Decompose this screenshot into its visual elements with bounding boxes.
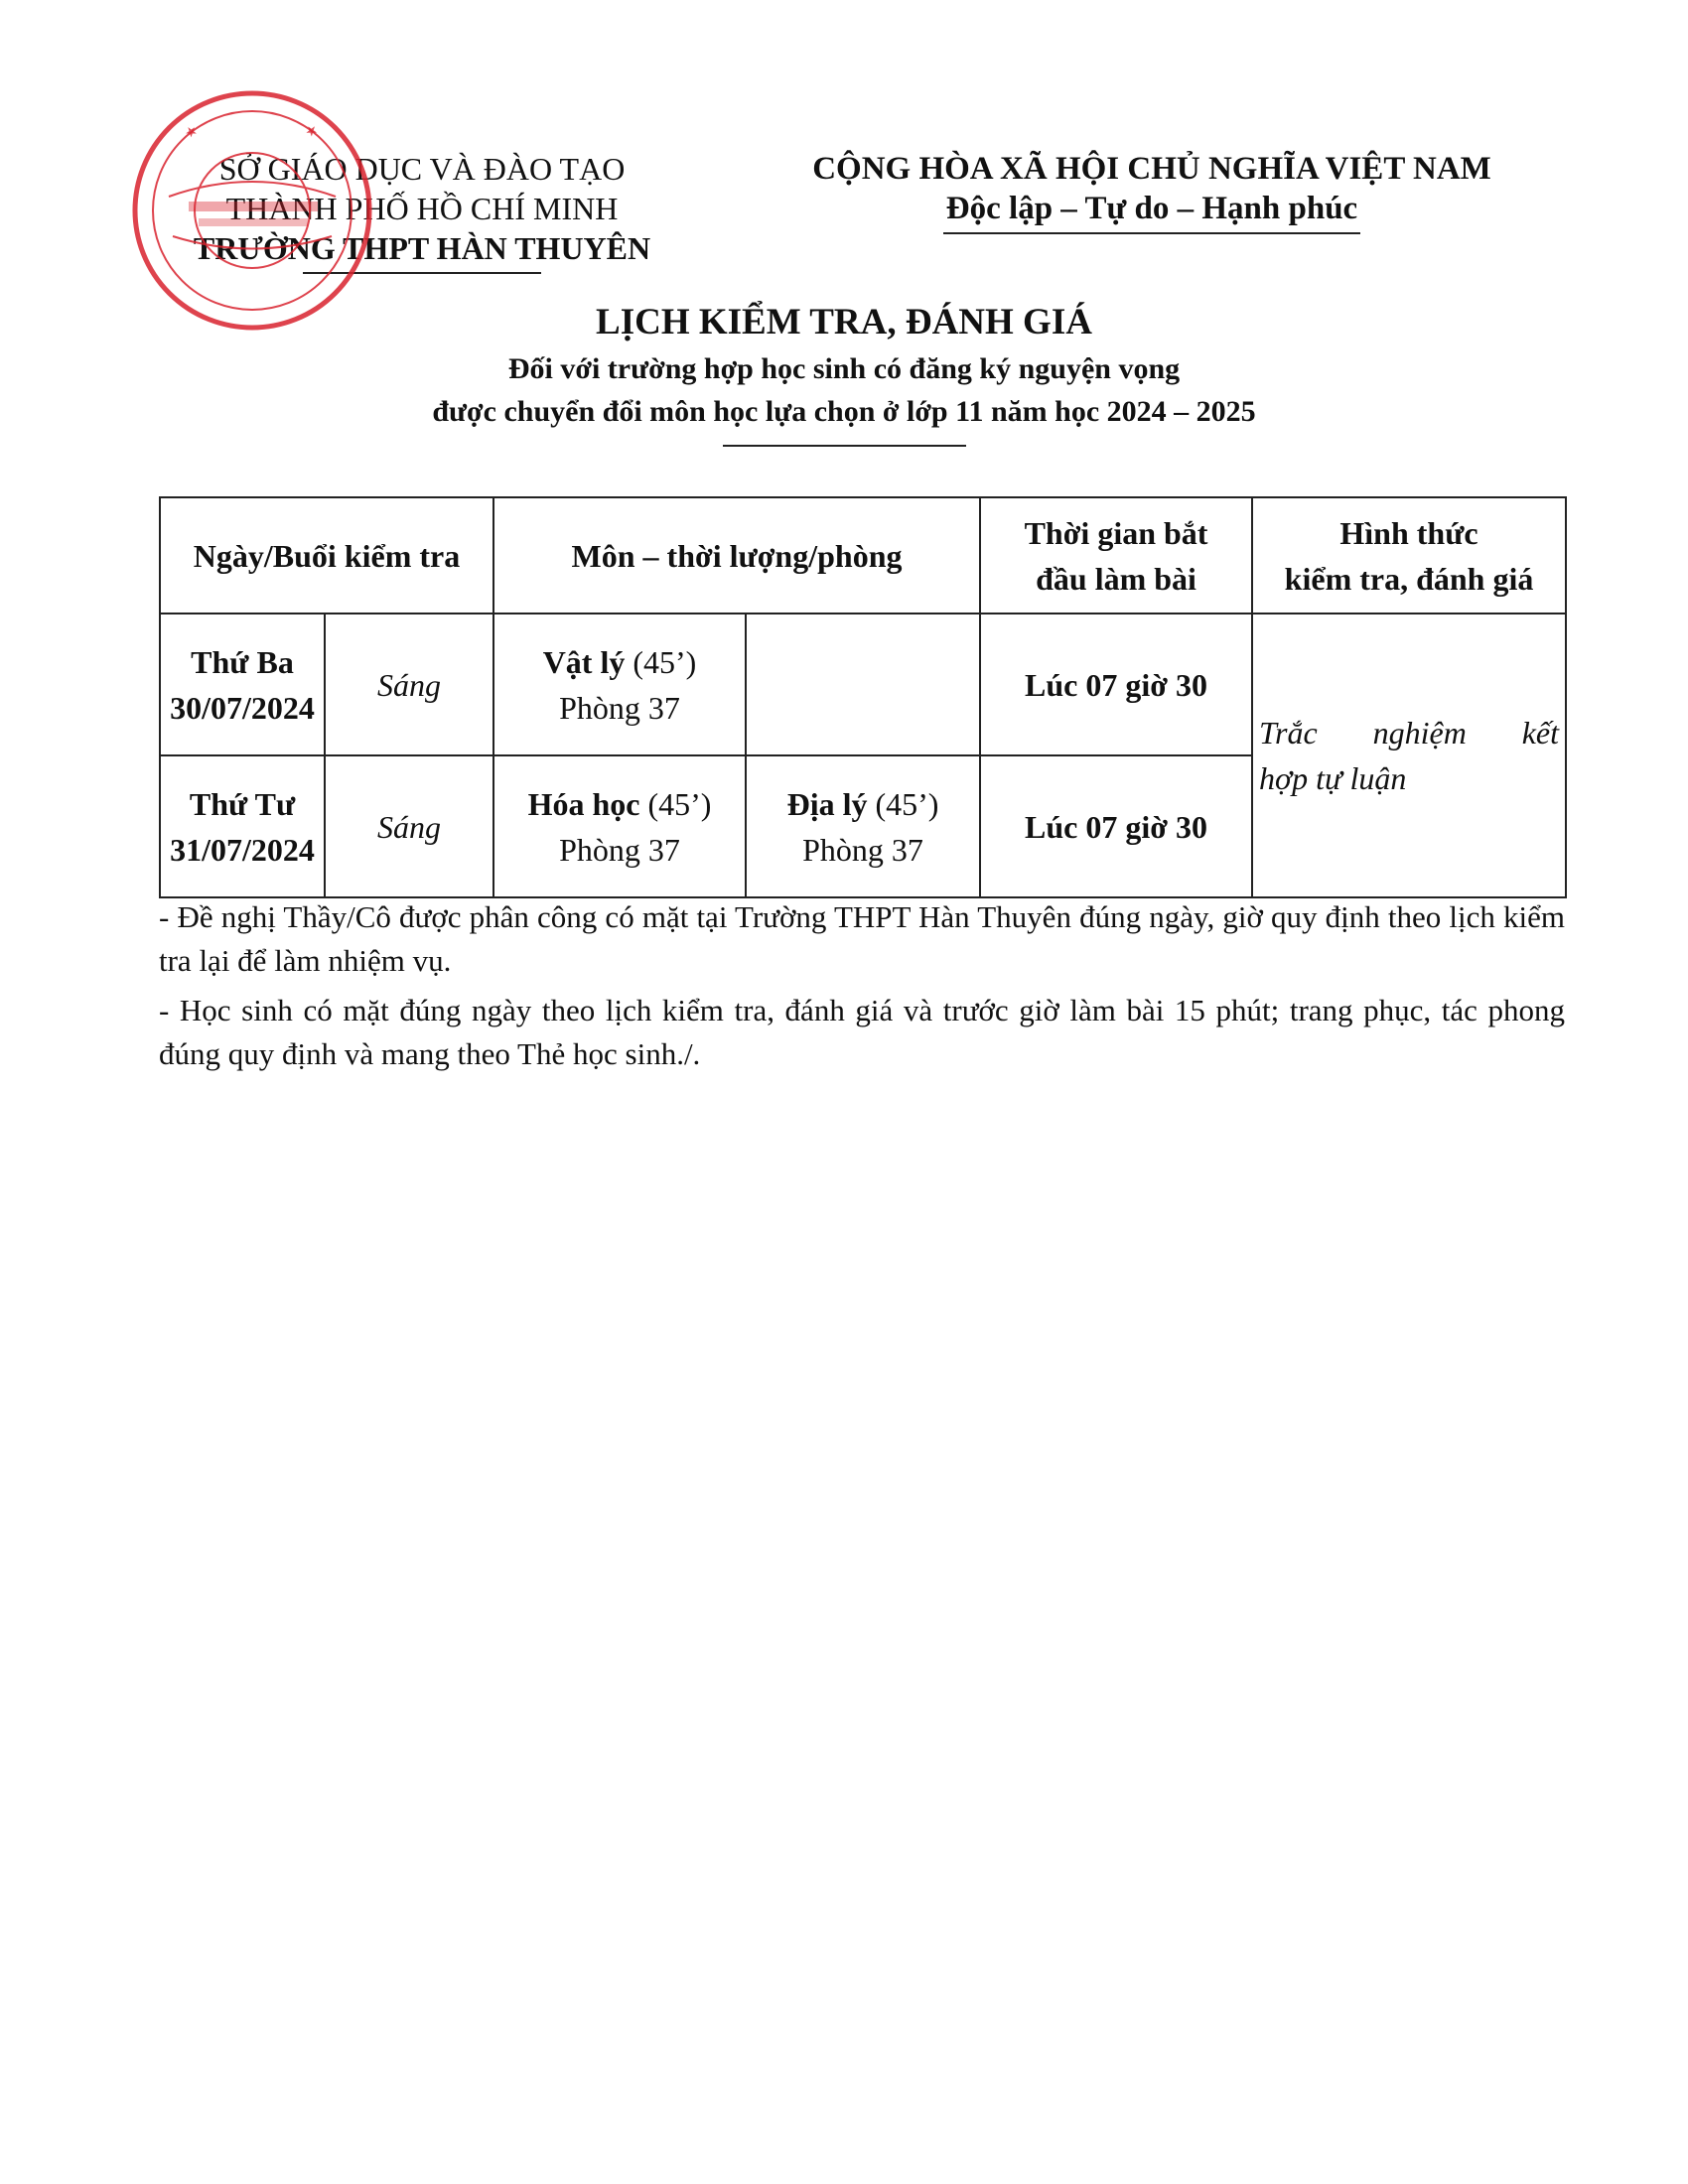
document-title-block bbox=[159, 298, 1529, 447]
row2-subject2-room: Phòng 37 bbox=[802, 831, 923, 868]
header-form-line-1: Hình thức bbox=[1339, 514, 1478, 551]
header-start-line-2: đầu làm bài bbox=[1036, 560, 1196, 597]
row2-subject1-cell bbox=[493, 755, 746, 897]
row1-subject1-room: Phòng 37 bbox=[559, 689, 680, 726]
header-form-line-2: kiểm tra, đánh giá bbox=[1284, 560, 1534, 597]
header-exam-form bbox=[1252, 497, 1566, 614]
row2-subject1-room: Phòng 37 bbox=[559, 831, 680, 868]
motto-underline bbox=[943, 232, 1360, 234]
subtitle-line-1: Đối với trường hợp học sinh có đăng ký nguyện vọng bbox=[507, 352, 1181, 385]
note-students: - Học sinh có mặt đúng ngày theo lịch kiểm tra, đánh giá và trước giờ làm bài 15 phút; trang phục, tác phong đúng quy định và mang theo Thẻ học sinh./. bbox=[159, 993, 1565, 1071]
country-name: CỘNG HÒA XÃ HỘI CHỦ NGHĨA VIỆT NAM bbox=[812, 151, 1491, 187]
row1-subject1-cell bbox=[493, 614, 746, 755]
motto: Độc lập – Tự do – Hạnh phúc bbox=[945, 191, 1358, 226]
school-name: TRƯỜNG THPT HÀN THUYÊN bbox=[193, 230, 651, 266]
agency-line-1: SỞ GIÁO DỤC VÀ ĐÀO TẠO bbox=[218, 151, 626, 187]
header-start-time bbox=[980, 497, 1252, 614]
row2-date: 31/07/2024 bbox=[170, 831, 315, 868]
exam-form-line-1: Trắc nghiệm kết bbox=[1259, 715, 1560, 751]
row2-start-time: Lúc 07 giờ 30 bbox=[980, 755, 1252, 897]
agency-line-2: THÀNH PHỐ HỒ CHÍ MINH bbox=[225, 191, 619, 226]
row1-date: 30/07/2024 bbox=[170, 689, 315, 726]
note-teachers: - Đề nghị Thầy/Cô được phân công có mặt tại Trường THPT Hàn Thuyên đúng ngày, giờ quy định theo lịch kiểm tra lại để làm nhiệm vụ. bbox=[159, 899, 1565, 978]
header-subject: Môn – thời lượng/phòng bbox=[493, 497, 980, 614]
svg-text:★: ★ bbox=[182, 121, 202, 143]
exam-form-line-2: hợp tự luận bbox=[1259, 760, 1407, 796]
row1-subject1-duration: (45’) bbox=[633, 643, 697, 680]
row2-subject2-name: Địa lý bbox=[786, 785, 868, 822]
subtitle-line-2: được chuyển đổi môn học lựa chọn ở lớp 11 năm học 2024 – 2025 bbox=[432, 395, 1256, 428]
official-seal-stamp bbox=[129, 87, 375, 334]
row1-start-time: Lúc 07 giờ 30 bbox=[980, 614, 1252, 755]
svg-text:★: ★ bbox=[301, 121, 322, 142]
row2-day: Thứ Tư bbox=[189, 785, 296, 822]
table-row bbox=[160, 614, 1566, 755]
row1-session: Sáng bbox=[325, 614, 493, 755]
exam-schedule-table bbox=[159, 496, 1567, 898]
row1-subject2-cell bbox=[746, 614, 980, 755]
row1-date-cell bbox=[160, 614, 325, 755]
row2-subject1-name: Hóa học bbox=[527, 785, 640, 822]
row2-session: Sáng bbox=[325, 755, 493, 897]
notes-section bbox=[159, 895, 1565, 1082]
row1-day: Thứ Ba bbox=[191, 643, 294, 680]
header-date-session: Ngày/Buổi kiểm tra bbox=[160, 497, 493, 614]
header-start-line-1: Thời gian bắt bbox=[1024, 514, 1208, 551]
title-underline bbox=[723, 445, 966, 447]
row2-date-cell bbox=[160, 755, 325, 897]
exam-form-cell bbox=[1252, 614, 1566, 897]
row1-subject1-name: Vật lý bbox=[542, 643, 626, 680]
table-header-row bbox=[160, 497, 1566, 614]
row2-subject2-cell bbox=[746, 755, 980, 897]
national-motto-block bbox=[755, 149, 1549, 234]
row2-subject1-duration: (45’) bbox=[647, 785, 712, 822]
row2-subject2-duration: (45’) bbox=[875, 785, 939, 822]
document-title: LỊCH KIỂM TRA, ĐÁNH GIÁ bbox=[596, 302, 1092, 342]
